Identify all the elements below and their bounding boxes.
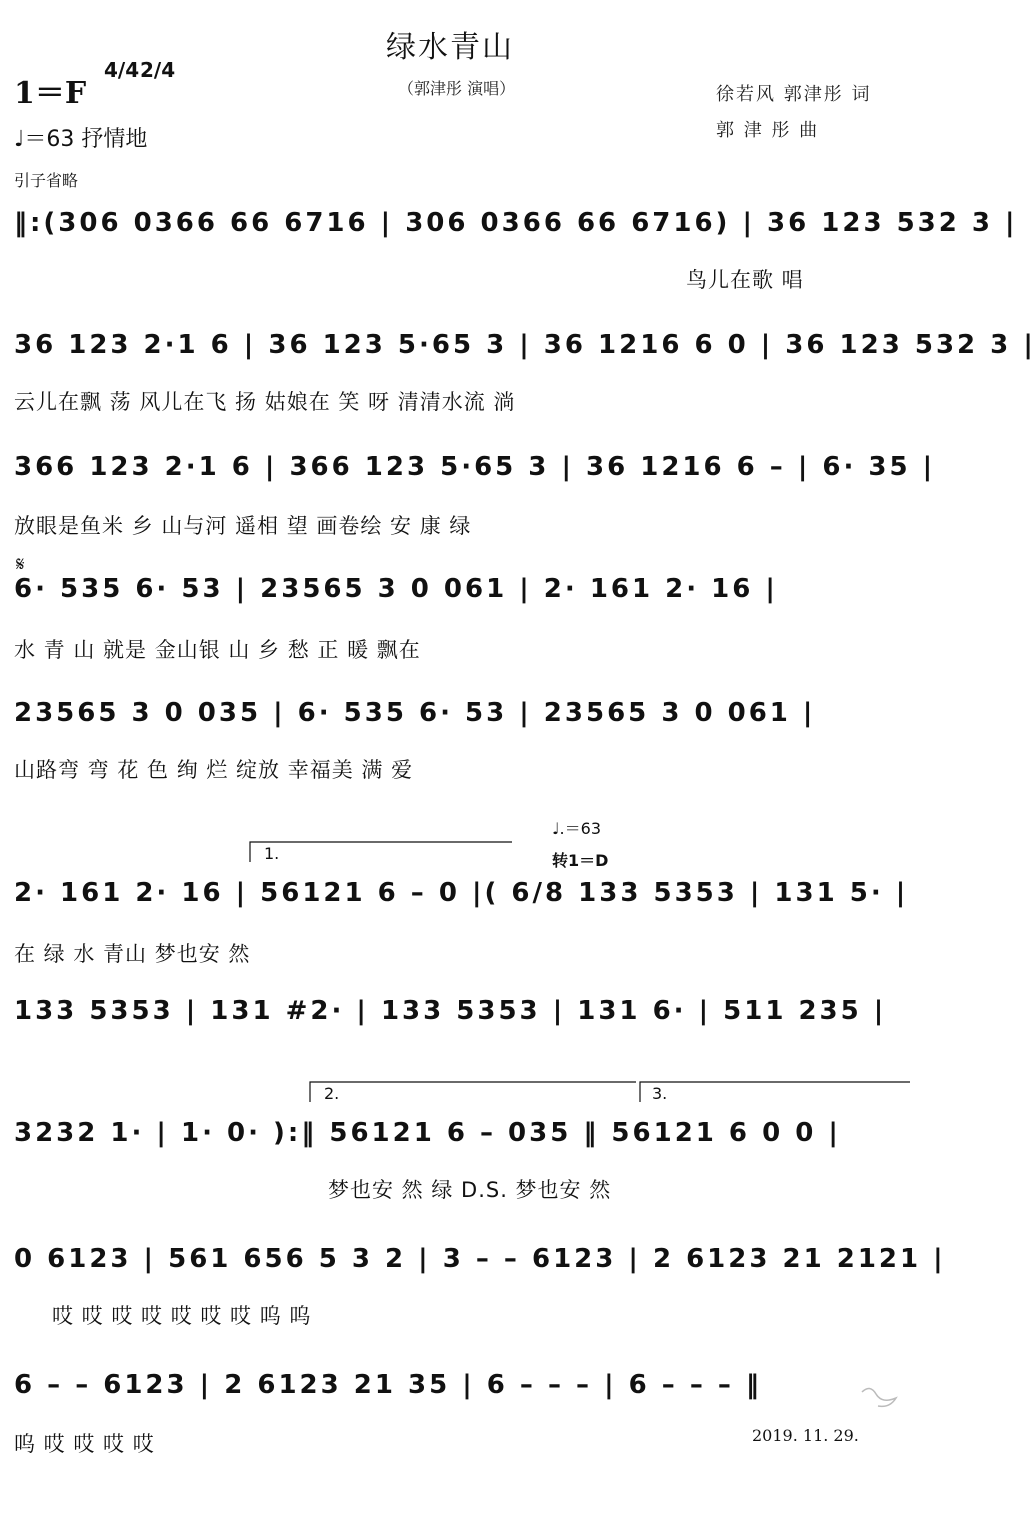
lyrics-line-4: 水 青 山 就是 金山银 山 乡 愁 正 暖 飘在 bbox=[14, 638, 421, 662]
volta-third: 3. bbox=[652, 1084, 668, 1103]
lyrics-line-1: 鸟儿在歌 唱 bbox=[686, 268, 804, 292]
key-change-tempo: ♩.＝63 bbox=[552, 819, 601, 838]
lyrics-line-6: 在 绿 水 青山 梦也安 然 bbox=[14, 942, 251, 966]
staff-line-6: 2· 161 2· 16 | 56121 6 – 0 |( 6/8 133 5353 | 131 5· | bbox=[14, 878, 909, 908]
song-title: 绿水青山 bbox=[386, 30, 514, 65]
singer-credit: （郭津彤 演唱） bbox=[398, 79, 516, 98]
time-signature-2: 2/4 bbox=[140, 58, 176, 82]
date-stamp: 2019. 11. 29. bbox=[752, 1426, 859, 1445]
staff-line-5: 23565 3 0 035 | 6· 535 6· 53 | 23565 3 0 061 | bbox=[14, 698, 816, 728]
key-signature: 1＝F bbox=[14, 76, 87, 111]
lyrics-line-2: 云儿在飘 荡 风儿在飞 扬 姑娘在 笑 呀 清清水流 淌 bbox=[14, 390, 516, 414]
lyrics-line-5: 山路弯 弯 花 色 绚 烂 绽放 幸福美 满 爱 bbox=[14, 758, 414, 782]
time-signature-1: 4/4 bbox=[104, 58, 140, 82]
tempo-marking: ♩＝63 抒情地 bbox=[14, 127, 148, 152]
staff-line-2: 36 123 2·1 6 | 36 123 5·65 3 | 36 1216 6 0 | 36 123 532 3 | bbox=[14, 330, 1036, 360]
lyrics-line-3: 放眼是鱼米 乡 山与河 遥相 望 画卷绘 安 康 绿 bbox=[14, 514, 472, 538]
lyricist-credit: 徐若风 郭津彤 词 bbox=[716, 84, 872, 105]
composer-credit: 郭 津 彤 曲 bbox=[716, 120, 820, 141]
key-change-label: 转1＝D bbox=[552, 851, 609, 870]
volta-second: 2. bbox=[324, 1084, 340, 1103]
staff-line-3: 366 123 2·1 6 | 366 123 5·65 3 | 36 1216 6 – | 6· 35 | bbox=[14, 452, 936, 482]
lyrics-line-8: 梦也安 然 绿 D.S. 梦也安 然 bbox=[328, 1178, 612, 1202]
staff-line-9: 0 6123 | 561 656 5 3 2 | 3 – – 6123 | 2 6123 21 2121 | bbox=[14, 1244, 946, 1274]
volta-first: 1. bbox=[264, 844, 280, 863]
segno-icon: 𝄋 bbox=[16, 552, 25, 576]
intro-note: 引子省略 bbox=[14, 171, 79, 190]
staff-line-7: 133 5353 | 131 #2· | 133 5353 | 131 6· | 511 235 | bbox=[14, 996, 887, 1026]
staff-line-1: ‖:(306 0366 66 6716 | 306 0366 66 6716) | 36 123 532 3 | bbox=[14, 208, 1018, 238]
staff-line-4: 6· 535 6· 53 | 23565 3 0 061 | 2· 161 2· 16 | bbox=[14, 574, 778, 604]
lyrics-line-10: 呜 哎 哎 哎 哎 bbox=[14, 1432, 155, 1456]
lyrics-line-9: 哎 哎 哎 哎 哎 哎 哎 呜 呜 bbox=[52, 1304, 312, 1328]
staff-line-10: 6 – – 6123 | 2 6123 21 35 | 6 – – – | 6 – – – ‖ bbox=[14, 1370, 762, 1400]
staff-line-8: 3232 1· | 1· 0· ):‖ 56121 6 – 035 ‖ 56121 6 0 0 | bbox=[14, 1118, 841, 1148]
